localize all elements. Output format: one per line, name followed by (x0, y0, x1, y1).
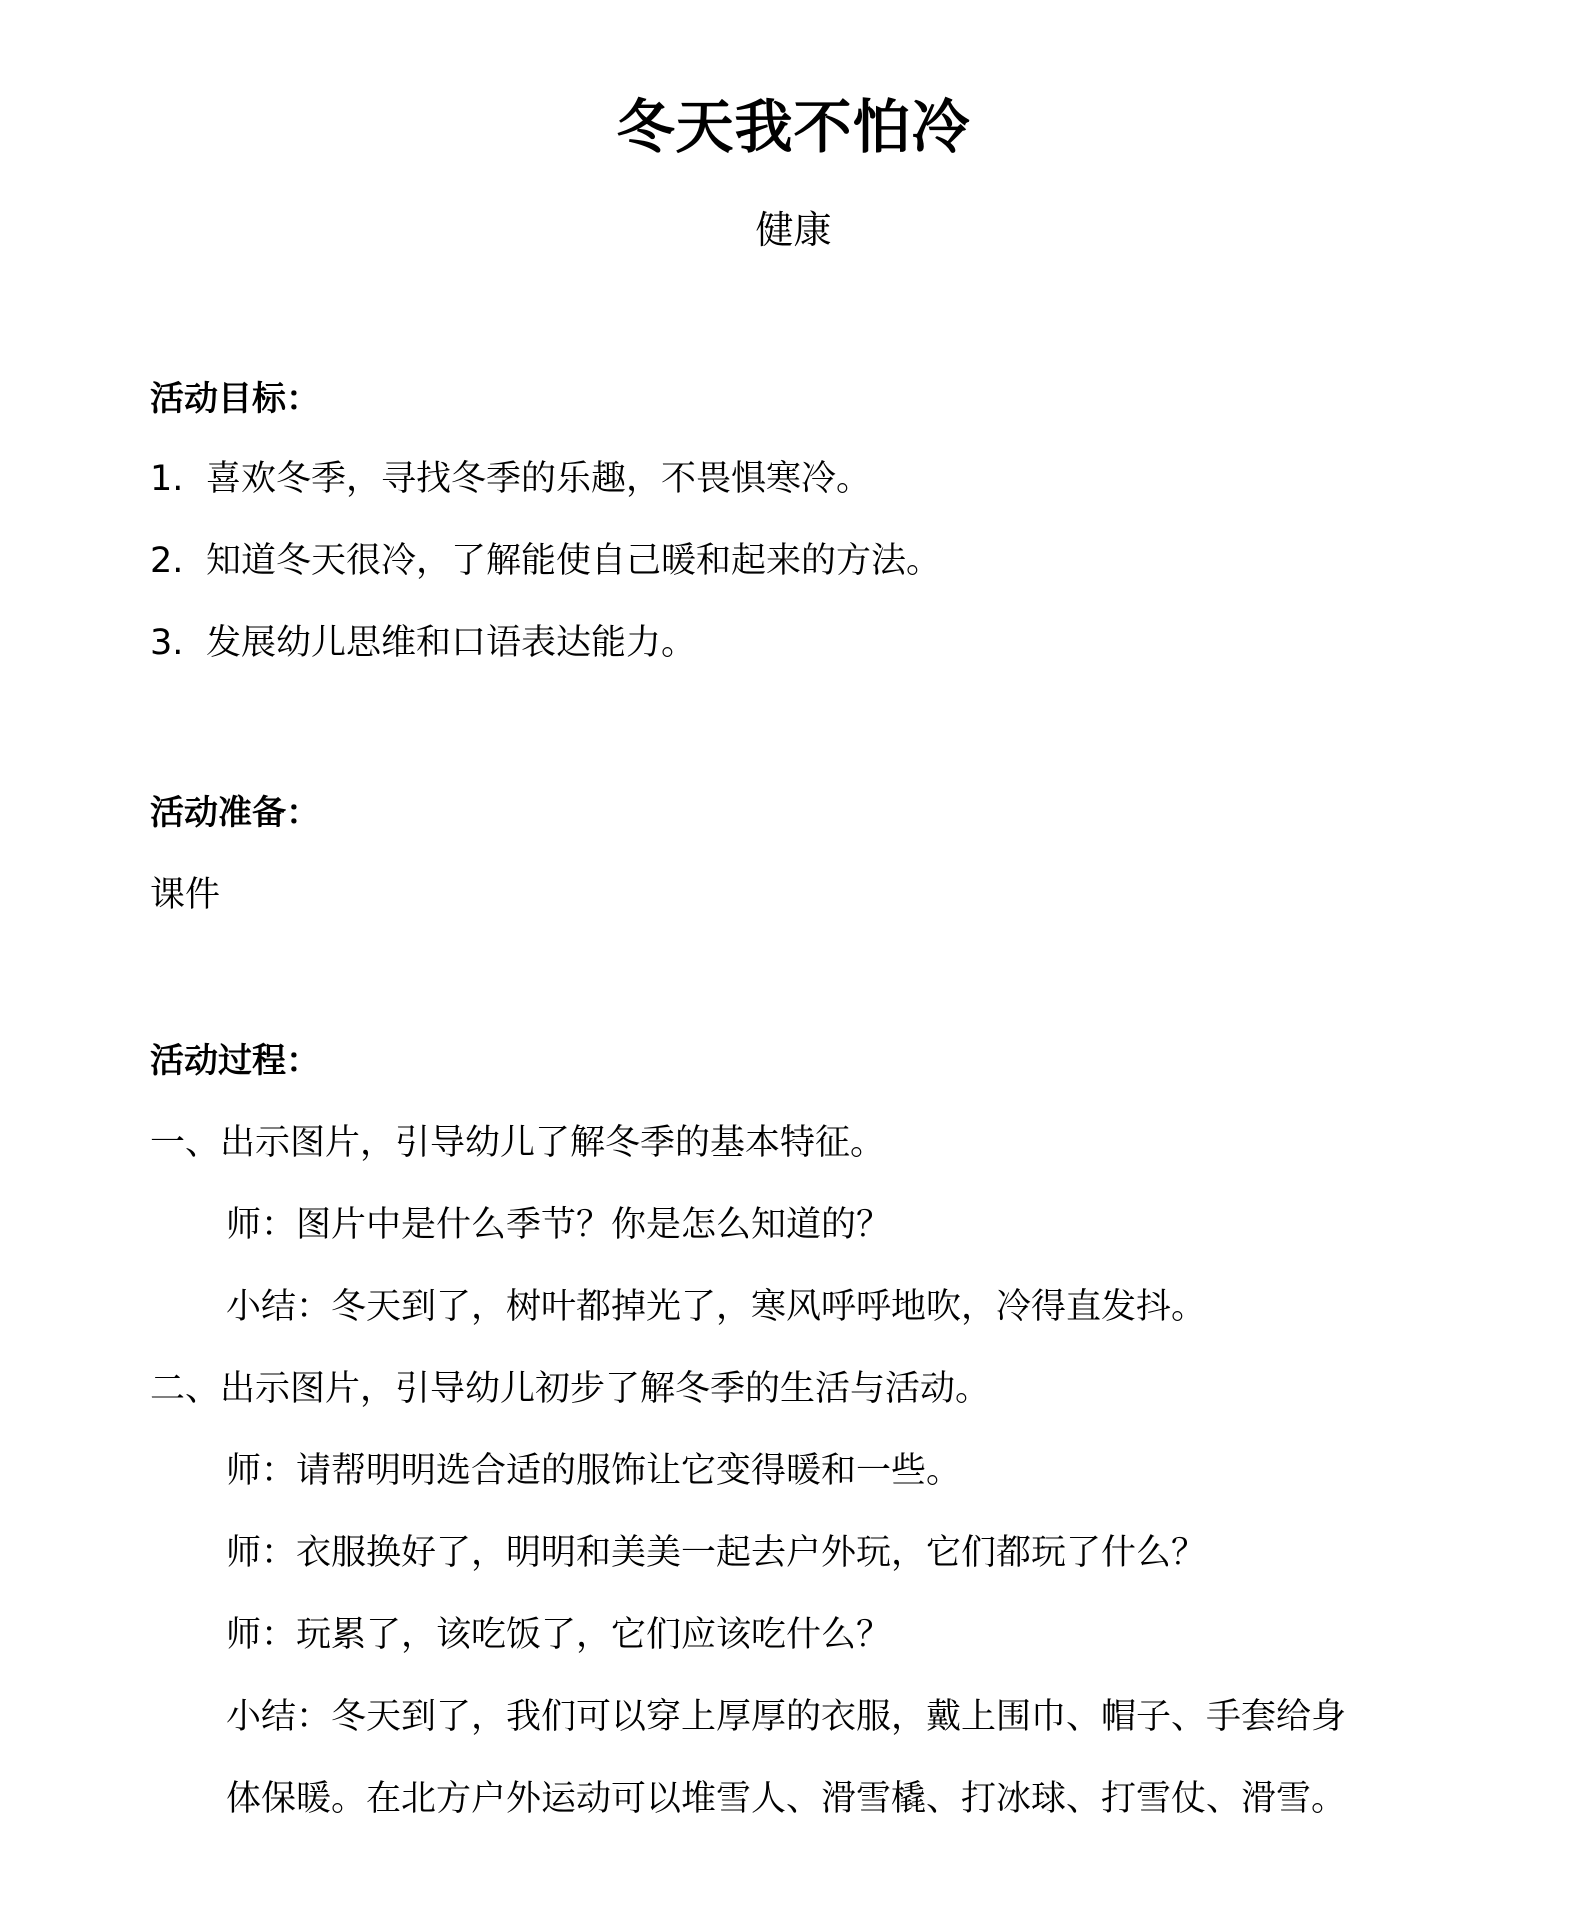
process-heading: 活动过程： (150, 1041, 320, 1081)
document-subject: 健康 (755, 208, 832, 252)
process-step-line: 师：衣服换好了，明明和美美一起去户外玩，它们都玩了什么？ (226, 1533, 1207, 1573)
goal-number: 2. (150, 541, 184, 581)
process-step-title: 二、出示图片，引导幼儿初步了解冬季的生活与活动。 (150, 1369, 991, 1409)
process-step-line: 师：玩累了，该吃饭了，它们应该吃什么？ (226, 1615, 892, 1655)
process-step-line: 体保暖。在北方户外运动可以堆雪人、滑雪橇、打冰球、打雪仗、滑雪。 (226, 1779, 1347, 1819)
goal-text: 知道冬天很冷，了解能使自己暖和起来的方法。 (206, 541, 942, 581)
goal-item (150, 456, 871, 502)
process-step-title: 一、出示图片，引导幼儿了解冬季的基本特征。 (150, 1123, 886, 1163)
process-step-line: 小结：冬天到了，我们可以穿上厚厚的衣服，戴上围巾、帽子、手套给身 (226, 1697, 1347, 1737)
process-step-line: 师：图片中是什么季节？你是怎么知道的？ (226, 1205, 892, 1245)
goal-number: 1. (150, 459, 184, 499)
process-step-line: 师：请帮明明选合适的服饰让它变得暖和一些。 (226, 1451, 962, 1491)
goals-heading: 活动目标： (150, 379, 320, 419)
goal-text: 喜欢冬季，寻找冬季的乐趣，不畏惧寒冷。 (206, 459, 872, 499)
document-title: 冬天我不怕冷 (616, 93, 971, 161)
preparation-content: 课件 (150, 875, 221, 915)
preparation-heading: 活动准备： (150, 793, 320, 833)
goal-number: 3. (150, 623, 184, 663)
goal-item (150, 620, 696, 666)
goal-text: 发展幼儿思维和口语表达能力。 (206, 623, 697, 663)
process-step-line: 小结：冬天到了，树叶都掉光了，寒风呼呼地吹，冷得直发抖。 (226, 1287, 1207, 1327)
goal-item (150, 538, 941, 584)
